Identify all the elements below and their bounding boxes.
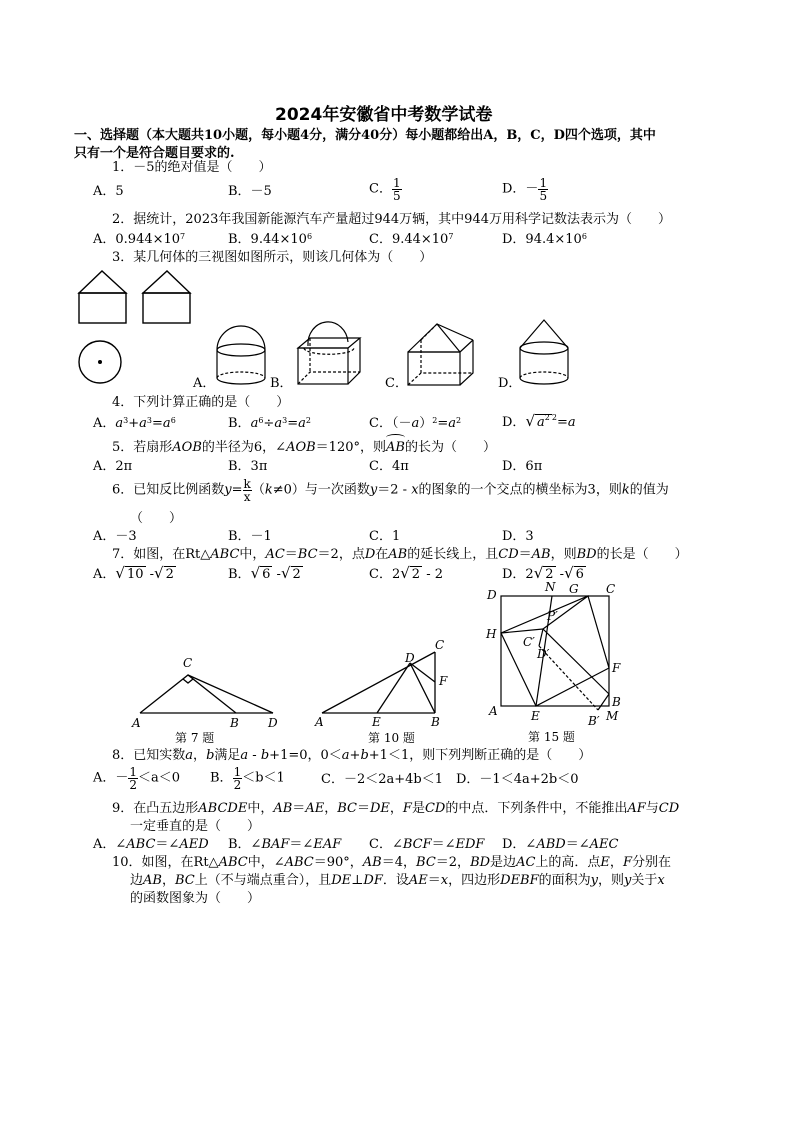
arc-symbol bbox=[386, 434, 405, 441]
q2-option-a: A．$0.944\times 10^7$ bbox=[93, 232, 186, 247]
front-view-body bbox=[79, 293, 126, 323]
section-header: 一、选择题（本大题共10小题，每小题4分，满分40分）每小题都给出A，B，C，D四个选项，其中 bbox=[74, 128, 656, 143]
fig7-label-a: A bbox=[132, 716, 141, 730]
fig15-label-m: M bbox=[606, 709, 619, 723]
q9-option-d: D．∠ABD＝∠AEC bbox=[502, 837, 619, 852]
q1-option-b: B．－5 bbox=[228, 184, 272, 199]
fig7-label-c: C bbox=[183, 656, 193, 670]
q3-option-d-figure bbox=[518, 318, 578, 390]
fig15-cd-prime bbox=[539, 629, 543, 646]
fig15-label-d-prime: D′ bbox=[537, 647, 550, 661]
fig7-label-d: D bbox=[268, 716, 278, 730]
fig15-label-c: C bbox=[606, 582, 616, 596]
q6-option-c: C．1 bbox=[369, 529, 401, 544]
q10-stem-line3: 的函数图象为（ ） bbox=[130, 891, 261, 906]
fig15-label-b-prime: B′ bbox=[588, 714, 600, 728]
q5-option-a: A．2π bbox=[93, 459, 133, 474]
q7-option-a: A．√ 10 -√ 2 bbox=[93, 564, 174, 582]
q5-option-b: B．3π bbox=[228, 459, 268, 474]
fig15-label-g: G bbox=[569, 582, 579, 596]
q6-stem: 6．已知反比例函数y= $\frac{k}{x}$ （k≠0）与一次函数y＝2 - x的图象的一个交点的横坐标为3，则k的值为 bbox=[112, 477, 669, 504]
q8-option-c: C．－2＜2a+4b＜1 bbox=[321, 772, 443, 787]
q6-option-b: B．－1 bbox=[228, 529, 272, 544]
top-view-center-dot bbox=[98, 360, 102, 364]
fig15-mb bbox=[598, 694, 609, 710]
q7-option-c: C．2√ 2 - 2 bbox=[369, 564, 443, 582]
q7-option-b: B．√ 6 -√ 2 bbox=[228, 564, 301, 582]
fig10-bd bbox=[410, 663, 435, 713]
q9-option-b: B．∠BAF＝∠EAF bbox=[228, 837, 342, 852]
q3-stem: 3．某几何体的三视图如图所示，则该几何体为（ ） bbox=[112, 250, 433, 265]
q9-option-c: C．∠BCF＝∠EDF bbox=[369, 837, 485, 852]
q4-option-a: A．$a^3+a^3=a^6$ bbox=[93, 416, 176, 431]
fig10-df bbox=[410, 663, 435, 682]
section-header-line2: 只有一个是符合题目要求的. bbox=[74, 146, 235, 161]
q2-option-b: B．$9.44\times 10^6$ bbox=[228, 232, 313, 247]
q4-option-c: C．$(-a)^2=a^2$ bbox=[369, 416, 462, 431]
fig15-label-n: N bbox=[545, 580, 556, 594]
q6-option-a: A．－3 bbox=[93, 529, 137, 544]
fig7-triangle bbox=[140, 675, 236, 713]
fig10-label-c: C bbox=[435, 638, 445, 652]
q5-stem: 5．若扇形AOB的半径为6，∠AOB＝120°，则 AB的长为（ ） bbox=[112, 440, 496, 456]
q2-stem: 2．据统计，2023年我国新能源汽车产量超过944万辆，其中944万用科学记数法表示为（ ） bbox=[112, 212, 671, 227]
fig7-caption: 第 7 题 bbox=[175, 731, 215, 745]
fig15-label-a: A bbox=[489, 704, 498, 718]
fig10-ac bbox=[322, 652, 435, 713]
fig7-right-angle bbox=[183, 679, 193, 683]
page-title: 2024年安徽省中考数学试卷 bbox=[275, 105, 493, 125]
q5-option-d: D．6π bbox=[502, 459, 543, 474]
q9-option-a: A．∠ABC＝∠AED bbox=[93, 837, 209, 852]
side-view-body bbox=[143, 293, 190, 323]
q8-option-a: A．－ $\frac{1}{2}$ ＜a＜0 bbox=[93, 765, 181, 792]
q6-option-d: D．3 bbox=[502, 529, 534, 544]
figure-7 bbox=[130, 655, 290, 745]
q9-stem-line2: 一定垂直的是（ ） bbox=[130, 819, 261, 834]
fig10-de bbox=[377, 663, 410, 713]
q3-option-c-figure bbox=[405, 322, 485, 390]
q6-blank: （ ） bbox=[130, 511, 183, 526]
q3-option-d: D． bbox=[498, 376, 522, 391]
q1-option-d: D．－ $\frac{1}{5}$ bbox=[502, 176, 548, 203]
q1-stem: 1．－5的绝对值是（ ） bbox=[112, 160, 272, 175]
side-view-roof bbox=[143, 271, 190, 293]
fig7-cd bbox=[188, 675, 273, 713]
q7-option-d: D．2√ 2 -√ 6 bbox=[502, 564, 584, 582]
q2-option-d: D．$94.4\times 10^6$ bbox=[502, 232, 587, 247]
fig15-label-p-prime: P′ bbox=[547, 609, 558, 623]
q4-option-d: D．√ $a^2$ $^2$=a bbox=[502, 412, 576, 430]
q3-option-a: A． bbox=[193, 376, 216, 391]
q9-stem: 9．在凸五边形ABCDE中，AB＝AE，BC＝DE，F是CD的中点．下列条件中，不能推出AF与CD bbox=[112, 801, 680, 816]
q4-option-b: B．$a^6\div a^3=a^2$ bbox=[228, 416, 311, 431]
fig10-label-e: E bbox=[372, 715, 381, 729]
q4-stem: 4．下列计算正确的是（ ） bbox=[112, 395, 290, 410]
figure-10 bbox=[314, 635, 454, 745]
fig7-label-b: B bbox=[230, 716, 239, 730]
q5-option-c: C．4π bbox=[369, 459, 409, 474]
q3-option-c: C． bbox=[385, 376, 408, 391]
q1-option-c: C． $\frac{1}{5}$ bbox=[369, 176, 401, 203]
fig15-label-h: H bbox=[486, 627, 497, 641]
fig10-caption: 第 10 题 bbox=[368, 731, 415, 745]
fig15-label-e: E bbox=[531, 709, 540, 723]
fig15-label-b: B bbox=[612, 695, 621, 709]
fig15-caption: 第 15 题 bbox=[528, 730, 575, 744]
q8-stem: 8．已知实数a，b满足a - b+1=0，0＜a+b+1＜1，则下列判断正确的是（ ） bbox=[112, 748, 592, 763]
fig15-label-f: F bbox=[612, 661, 621, 675]
q3-option-b: B． bbox=[270, 376, 293, 391]
fig10-label-b: B bbox=[431, 715, 440, 729]
q8-option-b: B． $\frac{1}{2}$ ＜b＜1 bbox=[210, 765, 285, 792]
front-view-roof bbox=[79, 271, 126, 293]
fig15-label-d: D bbox=[487, 588, 497, 602]
fig15-hc bbox=[501, 629, 543, 633]
fig10-label-d: D bbox=[405, 651, 415, 665]
q3-option-b-figure bbox=[290, 320, 370, 390]
q10-stem-line1: 10．如图，在Rt△ABC中，∠ABC＝90°，AB＝4，BC＝2，BD是边AC上的高．点E，F分别在 bbox=[112, 855, 671, 870]
q1-option-a: A．5 bbox=[93, 184, 124, 199]
q7-stem: 7．如图，在Rt△ABC中，AC＝BC＝2，点D在AB的延长线上，且CD＝AB，则BD的长是（ ） bbox=[112, 547, 688, 562]
q2-option-c: C．$9.44\times 10^7$ bbox=[369, 232, 454, 247]
q3-option-a-figure bbox=[215, 320, 275, 390]
fig10-label-a: A bbox=[315, 715, 324, 729]
fig15-label-c-prime: C′ bbox=[523, 635, 535, 649]
q8-option-d: D．－1＜4a+2b＜0 bbox=[456, 772, 579, 787]
figure-15 bbox=[483, 582, 623, 747]
q3-three-views bbox=[78, 266, 198, 386]
fig10-label-f: F bbox=[439, 674, 448, 688]
q10-stem-line2: 边AB，BC上（不与端点重合），且DE⊥DF．设AE＝x，四边形DEBF的面积为y，则y关于x bbox=[130, 873, 665, 888]
